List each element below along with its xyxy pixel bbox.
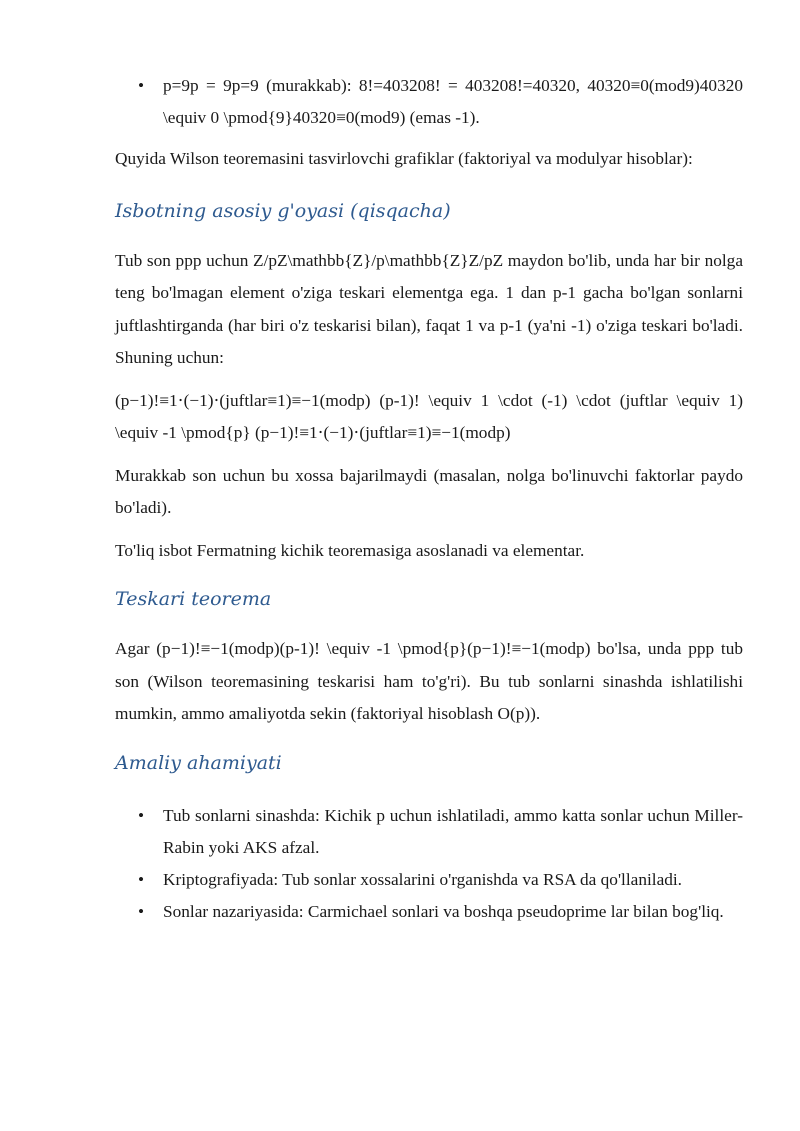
list-item: [115, 864, 743, 896]
paragraph-converse: Agar (p−1)!≡−1(modp)(p-1)! \equiv -1 \pmod{p}(p−1)!≡−1(modp) bo'lsa, unda ppp tub son (Wilson teoremasining teskarisi ham to'g'ri). Bu tub sonlarni sinashda ishlatilishi mumkin, ammo amaliyotda sekin (faktoriyal hisoblash O(p)).: [115, 639, 743, 723]
list-item-text: Sonlar nazariyasida: Carmichael sonlari va boshqa pseudoprime lar bilan bog'liq.: [163, 901, 724, 921]
paragraph-formula: (p−1)!≡1⋅(−1)⋅(juftlar≡1)≡−1(modp) (p-1)! \equiv 1 \cdot (-1) \cdot (juftlar \equiv 1) \equiv -1 \pmod{p} (p−1)!≡1⋅(−1)⋅(juftlar≡1)≡−1(modp): [115, 390, 743, 442]
intro-paragraph: Quyida Wilson teoremasini tasvirlovchi grafiklar (faktoriyal va modulyar hisoblar):: [115, 149, 693, 168]
paragraph-composite-note: Murakkab son uchun bu xossa bajarilmaydi (masalan, nolga bo'linuvchi faktorlar paydo bo'ladi).: [115, 465, 743, 517]
list-item: [115, 800, 743, 864]
heading-practical-significance: Amaliy ahamiyati: [115, 751, 282, 774]
page-content: [115, 70, 743, 928]
list-item-text: p=9p = 9p=9 (murakkab): 8!=403208! = 403208!=40320, 40320≡0(mod9)40320 \equiv 0 \pmod{9}40320≡0(mod9) (emas -1).: [163, 76, 743, 127]
list-item-text: Tub sonlarni sinashda: Kichik p uchun ishlatiladi, ammo katta sonlar uchun Miller-Rabin yoki AKS afzal.: [163, 805, 743, 857]
paragraph-full-proof: To'liq isbot Fermatning kichik teoremasiga asoslanadi va elementar.: [115, 540, 585, 560]
bullet-icon: •: [138, 76, 145, 95]
paragraph-field-explanation: Tub son ppp uchun Z/pZ\mathbb{Z}/p\mathbb{Z}Z/pZ maydon bo'lib, unda har bir nolga teng bo'lmagan element o'ziga teskari elementga ega. 1 dan p-1 gacha bo'lgan sonlarni juftlashtirganda (har biri o'z teskarisi bilan), faqat 1 va p-1 (ya'ni -1) o'ziga teskari bo'ladi. Shuning uchun:: [115, 250, 743, 367]
list-item: [115, 896, 743, 928]
heading-proof-idea: Isbotning asosiy g'oyasi (qisqacha): [115, 199, 451, 222]
bullet-icon: •: [138, 901, 145, 921]
composite-example-list: [115, 70, 743, 134]
bullet-icon: •: [138, 805, 145, 825]
bullet-icon: •: [138, 869, 145, 889]
list-item: [115, 70, 743, 134]
heading-converse-theorem: Teskari teorema: [115, 588, 272, 610]
applications-list: [115, 800, 743, 928]
list-item-text: Kriptografiyada: Tub sonlar xossalarini o'rganishda va RSA da qo'llaniladi.: [163, 869, 683, 889]
